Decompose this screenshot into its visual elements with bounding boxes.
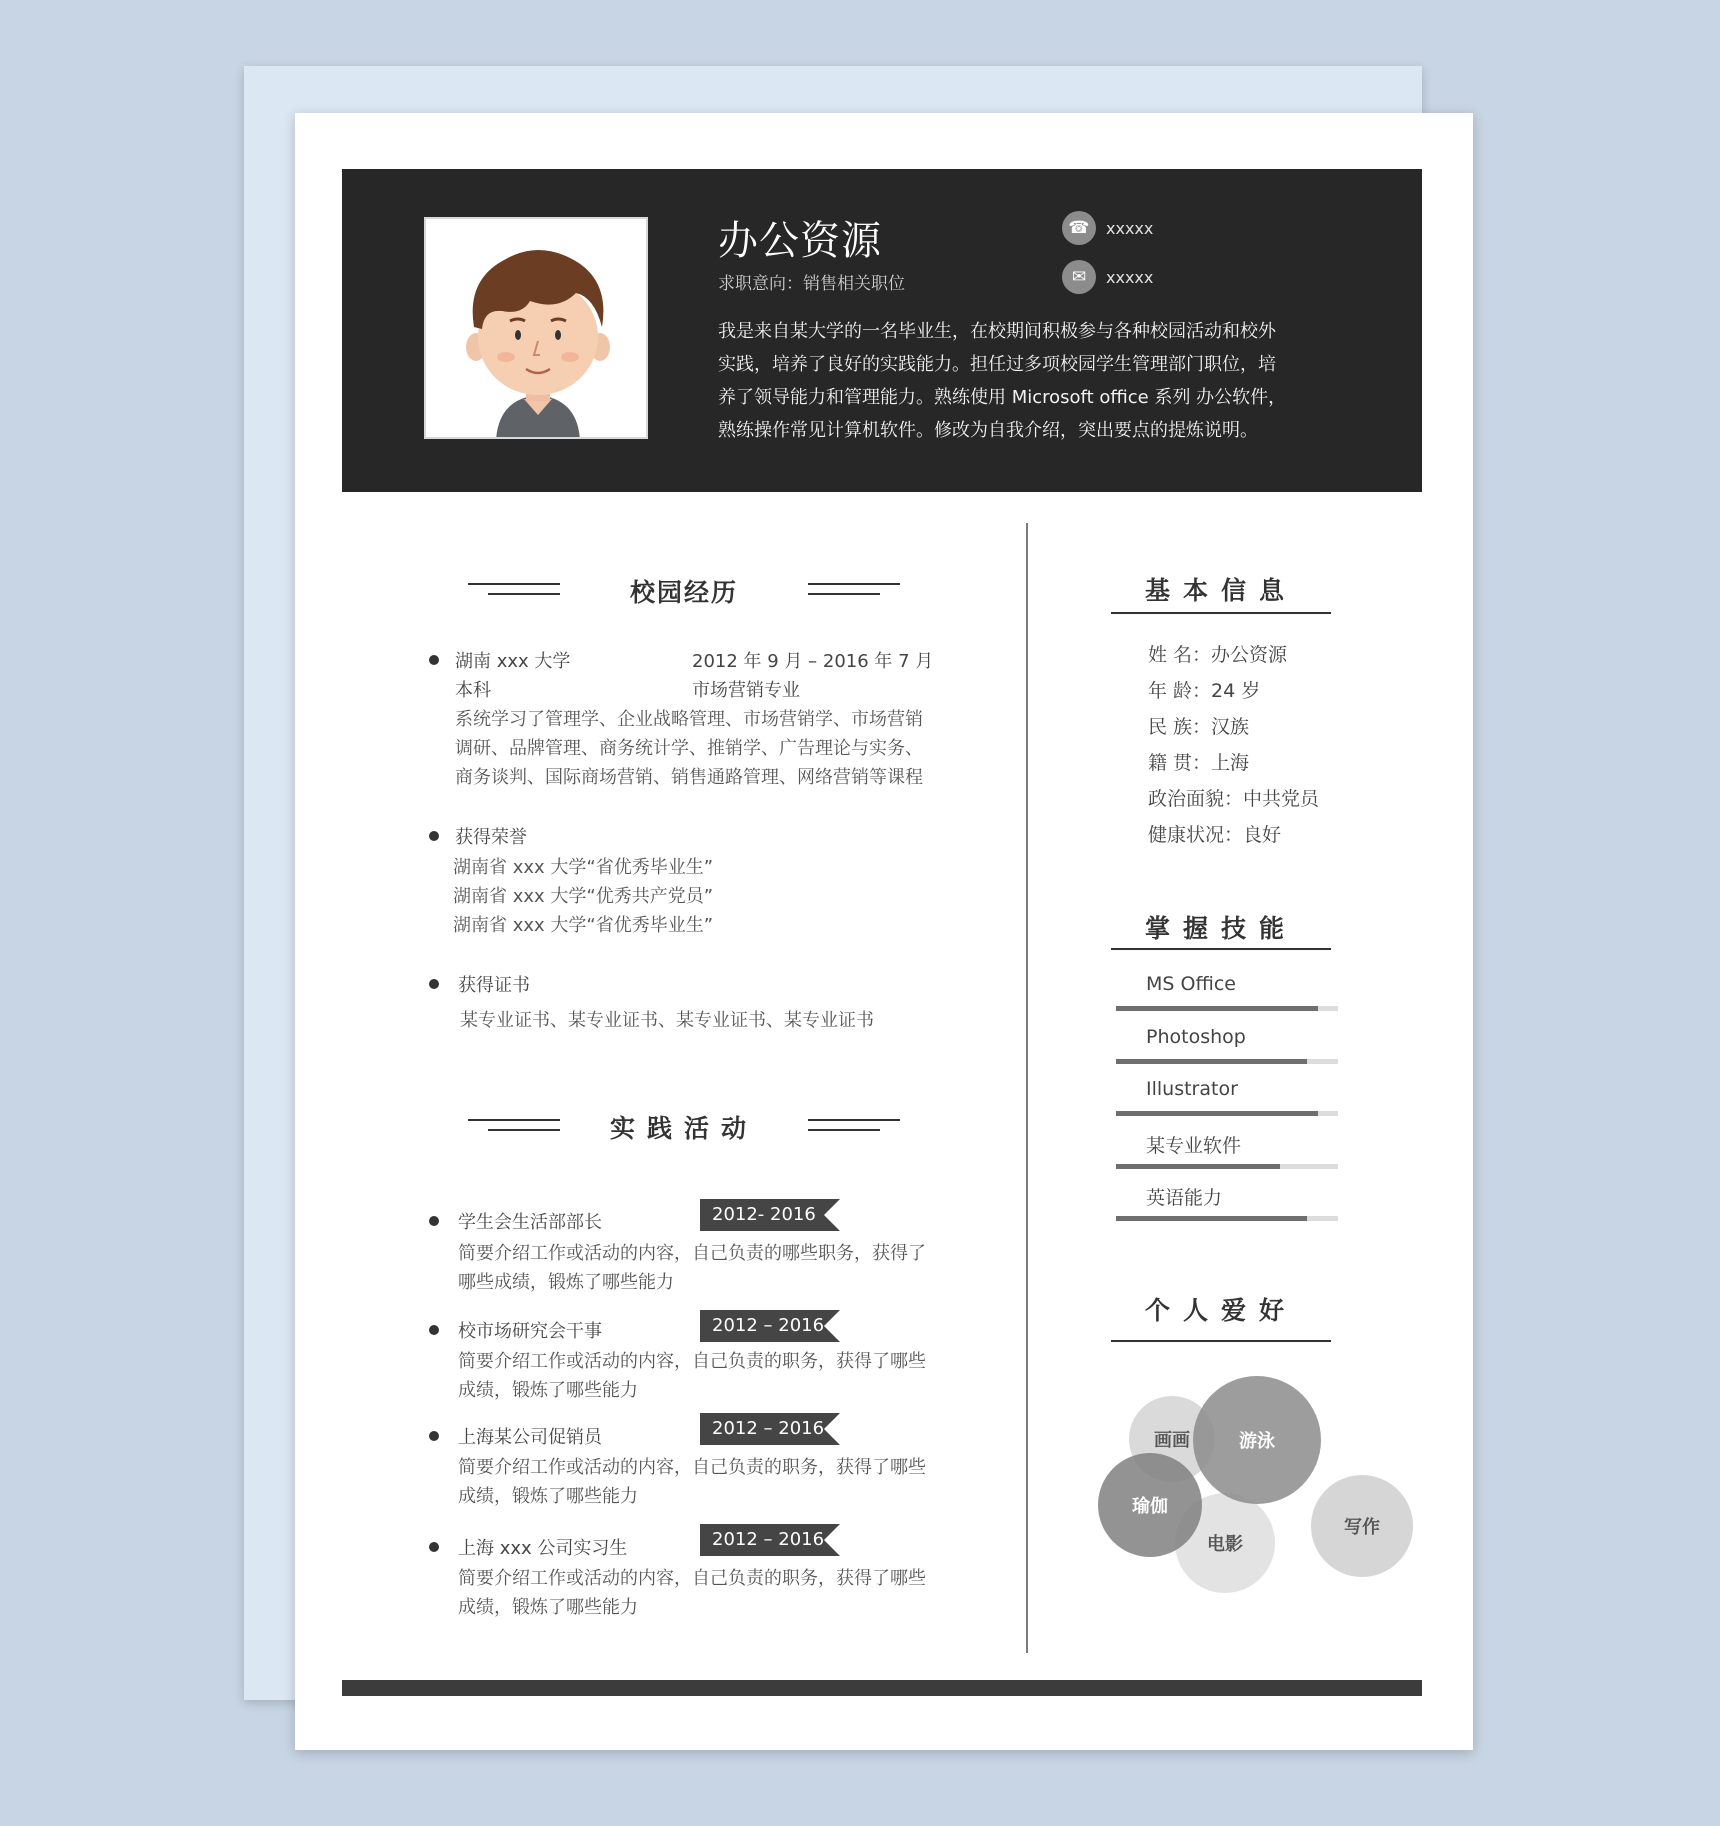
- bullet-icon: [429, 1216, 439, 1226]
- activity-role: 学生会生活部部长: [458, 1212, 602, 1233]
- avatar: [424, 217, 648, 439]
- intro-line: 熟练操作常见计算机软件。修改为自我介绍，突出要点的提炼说明。: [718, 420, 1258, 441]
- course-line: 系统学习了管理学、企业战略管理、市场营销学、市场营销: [455, 709, 923, 730]
- activity-desc: [458, 1347, 926, 1405]
- campus-section-title: [468, 573, 900, 613]
- skill-bar: [1116, 1216, 1338, 1221]
- skill-name: Illustrator: [1146, 1078, 1238, 1100]
- desc-line: 成绩，锻炼了哪些能力: [458, 1486, 638, 1507]
- study-period: 2012 年 9 月 – 2016 年 7 月: [692, 651, 934, 672]
- degree: 本科: [455, 680, 491, 701]
- bullet-icon: [429, 1325, 439, 1335]
- info-row: 民 族：汉族: [1148, 716, 1250, 738]
- activity-years: 2012 – 2016: [712, 1529, 825, 1550]
- skill-name: 某专业软件: [1146, 1135, 1242, 1157]
- campus-title: 校园经历: [629, 578, 738, 607]
- honors-list: [453, 853, 713, 940]
- intro-line: 实践，培养了良好的实践能力。担任过多项校园学生管理部门职位，培: [718, 354, 1276, 375]
- skill-fill: [1116, 1059, 1307, 1064]
- resume-page: [295, 113, 1473, 1750]
- activity-role: 上海某公司促销员: [458, 1427, 602, 1448]
- email-value: xxxxx: [1106, 267, 1154, 287]
- skill-bar: [1116, 1059, 1338, 1064]
- honors-title: 获得荣誉: [455, 827, 527, 848]
- skills-title: 掌握技能: [1144, 914, 1297, 943]
- honor-item: 湖南省 xxx 大学“省优秀毕业生”: [453, 915, 714, 936]
- honor-item: 湖南省 xxx 大学“省优秀毕业生”: [453, 857, 714, 878]
- self-intro: [718, 315, 1328, 447]
- bullet-icon: [429, 1542, 439, 1552]
- certs-title: 获得证书: [458, 975, 530, 996]
- bullet-icon: [429, 979, 439, 989]
- skill-name: 英语能力: [1146, 1187, 1223, 1209]
- email-contact: [1062, 260, 1153, 294]
- bullet-icon: [429, 655, 439, 665]
- column-divider: [1026, 523, 1028, 1653]
- course-line: 商务谈判、国际商场营销、销售通路管理、网络营销等课程: [455, 767, 923, 788]
- candidate-name: 办公资源: [718, 218, 882, 264]
- phone-value: xxxxx: [1106, 218, 1154, 238]
- footer-bar: [342, 1680, 1422, 1696]
- activity-role: 上海 xxx 公司实习生: [458, 1538, 628, 1559]
- info-row: 年 龄：24 岁: [1148, 680, 1261, 702]
- activity-years: 2012 – 2016: [712, 1418, 825, 1439]
- skill-name: MS Office: [1146, 973, 1236, 995]
- practice-section-title: [468, 1109, 900, 1149]
- title-underline: [1111, 1340, 1331, 1342]
- hobby-bubble: 写作: [1311, 1475, 1413, 1577]
- info-row: 籍 贯：上海: [1148, 752, 1250, 774]
- avatar-illustration: [426, 219, 648, 439]
- activity-years: 2012 – 2016: [712, 1315, 825, 1336]
- info-row: 健康状况：良好: [1148, 824, 1282, 846]
- phone-icon: ☎: [1062, 211, 1096, 245]
- bullet-icon: [429, 831, 439, 841]
- skill-fill: [1116, 1216, 1307, 1221]
- year-ribbon: [700, 1310, 840, 1342]
- intro-line: 养了领导能力和管理能力。熟练使用 Microsoft office 系列 办公软件，: [718, 387, 1287, 408]
- course-list: [455, 705, 923, 792]
- activity-role: 校市场研究会干事: [458, 1321, 602, 1342]
- activity-desc: [458, 1564, 926, 1622]
- desc-line: 成绩，锻炼了哪些能力: [458, 1380, 638, 1401]
- resume-header: [342, 169, 1422, 492]
- skill-name: Photoshop: [1146, 1026, 1246, 1048]
- intro-line: 我是来自某大学的一名毕业生，在校期间积极参与各种校园活动和校外: [718, 321, 1276, 342]
- desc-line: 简要介绍工作或活动的内容，自己负责的职务，获得了哪些: [458, 1457, 926, 1478]
- bullet-icon: [429, 1431, 439, 1441]
- course-line: 调研、品牌管理、商务统计学、推销学、广告理论与实务、: [455, 738, 923, 759]
- job-intention: 求职意向：销售相关职位: [718, 274, 905, 294]
- hobbies-title: 个人爱好: [1144, 1296, 1297, 1325]
- hobby-bubble: 瑜伽: [1098, 1453, 1202, 1557]
- info-row: 政治面貌：中共党员: [1148, 788, 1320, 810]
- skill-fill: [1116, 1111, 1318, 1116]
- phone-contact: [1062, 211, 1153, 245]
- skill-fill: [1116, 1164, 1280, 1169]
- certs-list: 某专业证书、某专业证书、某专业证书、某专业证书: [460, 1010, 874, 1031]
- activity-years: 2012- 2016: [712, 1204, 816, 1225]
- skill-bar: [1116, 1164, 1338, 1169]
- hobby-bubble: 画画: [1129, 1396, 1215, 1482]
- skill-fill: [1116, 1006, 1318, 1011]
- mail-icon: ✉: [1062, 260, 1096, 294]
- desc-line: 简要介绍工作或活动的内容，自己负责的职务，获得了哪些: [458, 1351, 926, 1372]
- honor-item: 湖南省 xxx 大学“优秀共产党员”: [453, 886, 714, 907]
- practice-title: 实践活动: [609, 1114, 758, 1143]
- major: 市场营销专业: [692, 680, 800, 701]
- skill-bar: [1116, 1006, 1338, 1011]
- desc-line: 简要介绍工作或活动的内容，自己负责的哪些职务，获得了: [458, 1243, 926, 1264]
- skill-bar: [1116, 1111, 1338, 1116]
- hobby-bubble: 电影: [1175, 1493, 1275, 1593]
- year-ribbon: [700, 1524, 840, 1556]
- desc-line: 简要介绍工作或活动的内容，自己负责的职务，获得了哪些: [458, 1568, 926, 1589]
- title-underline: [1111, 612, 1331, 614]
- school-name: 湖南 xxx 大学: [455, 651, 571, 672]
- info-row: 姓 名：办公资源: [1148, 644, 1288, 666]
- hobby-bubble: 游泳: [1193, 1376, 1321, 1504]
- activity-desc: [458, 1453, 926, 1511]
- year-ribbon: [700, 1413, 840, 1445]
- basic-info-title: 基本信息: [1144, 576, 1297, 605]
- title-underline: [1111, 948, 1331, 950]
- activity-desc: [458, 1239, 926, 1297]
- year-ribbon: [700, 1199, 840, 1231]
- desc-line: 成绩，锻炼了哪些能力: [458, 1597, 638, 1618]
- desc-line: 哪些成绩，锻炼了哪些能力: [458, 1272, 674, 1293]
